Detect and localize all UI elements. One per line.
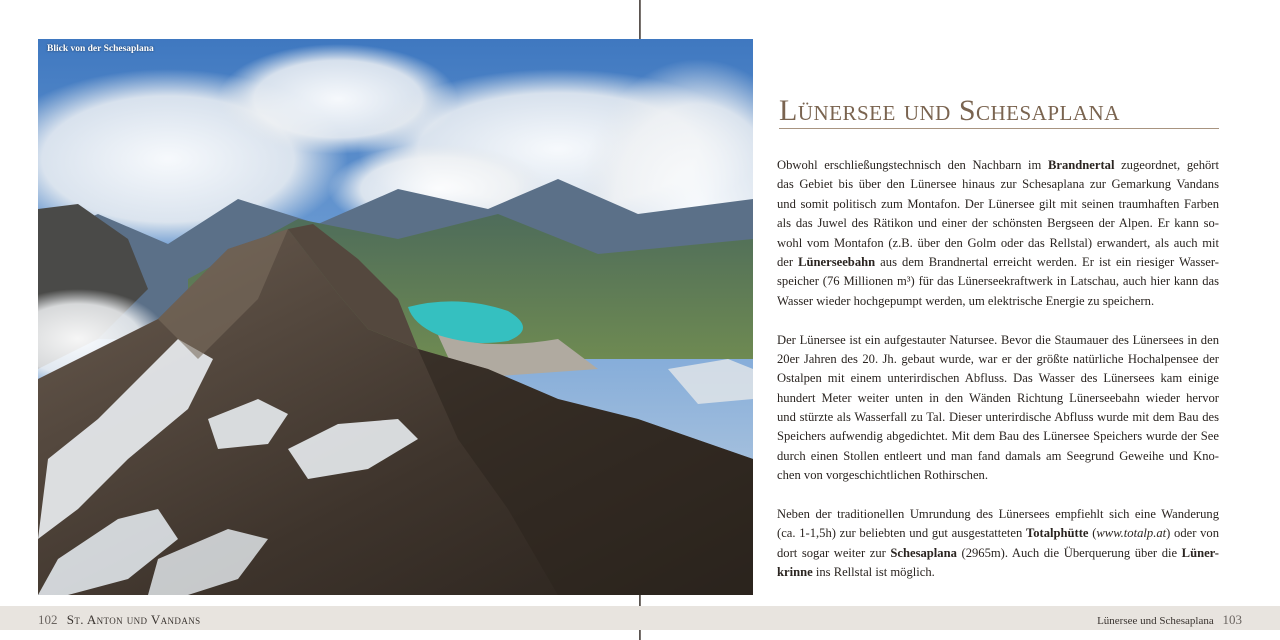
article-title: Lünersee und Schesaplana xyxy=(779,94,1120,127)
italic-link-text: www.totalp.at xyxy=(1096,526,1167,541)
right-running-head: Lünersee und Schesaplana xyxy=(1097,615,1214,627)
body-line xyxy=(777,389,1219,408)
body-line xyxy=(777,466,1219,485)
body-text: aus dem Brandnertal erreicht werden. Er ist ein riesiger Wasser- xyxy=(875,254,1219,269)
bold-term: krinne xyxy=(777,565,813,580)
body-text: das Gebiet bis über den Lünersee hinaus zur Schesaplana zur Gemarkung Vandans xyxy=(777,177,1219,192)
body-text: der xyxy=(777,254,799,269)
paragraph-gap xyxy=(777,311,1219,330)
body-text: und somit politisch zum Montafon. Der Lünersee gilt mit seinen traumhaften Farben xyxy=(777,196,1219,211)
body-text: wohl vom Montafon (z.B. über den Golm oder das Rellstal) erwandert, als auch mit xyxy=(777,235,1219,250)
body-text: Ostalpen mit einem unterirdischen Abfluss. Das Wasser des Lünersees kam einige xyxy=(777,371,1219,386)
body-text: (2965m). Auch die Überquerung über die xyxy=(956,545,1182,560)
body-text: dort sogar weiter zur xyxy=(777,545,891,560)
left-page-number: 102 xyxy=(38,612,58,627)
body-text: und stürzte als Wasserfall zu Tal. Dieser unterirdische Abfluss wurde mit dem Bau des xyxy=(777,410,1219,425)
body-line xyxy=(777,234,1219,253)
body-line xyxy=(777,427,1219,446)
body-text: hundert Meter weiter unten in den Wänden Richtung Lünerseebahn wieder hervor xyxy=(777,390,1219,405)
body-text: 20er Jahren des 20. Jh. gebaut wurde, war er der größte natürliche Hochalpensee der xyxy=(777,351,1219,366)
body-line xyxy=(777,272,1219,291)
body-text: Wasser wieder hochgepumpt werden, um elektrische Energie zu speichern. xyxy=(777,293,1155,308)
title-rule xyxy=(779,128,1219,129)
body-line xyxy=(777,544,1219,563)
body-text: (ca. 1-1,5h) zur beliebten und gut ausgestatteten xyxy=(777,526,1026,541)
paragraph-gap xyxy=(777,486,1219,505)
body-text: zugeordnet, gehört xyxy=(1114,158,1219,172)
body-text: als das Juwel des Rätikon und einer der schönsten Bergseen der Alpen. Er kann so- xyxy=(777,216,1219,231)
body-line xyxy=(777,408,1219,427)
body-text: ins Rellstal ist möglich. xyxy=(812,565,935,580)
body-line xyxy=(777,331,1219,350)
bold-term: Schesaplana xyxy=(890,545,957,560)
body-line xyxy=(777,524,1219,543)
body-text: Speichers aufwendig abgedichtet. Mit dem Bau des Lünersee Speichers wurde der See xyxy=(777,429,1219,444)
body-text: Der Lünersee ist ein aufgestauter Natursee. Bevor die Staumauer des Lünersees in den xyxy=(777,332,1219,347)
body-line xyxy=(777,253,1219,272)
mountain-photo xyxy=(38,39,753,595)
bold-term: Totalphütte xyxy=(1025,526,1089,541)
body-line xyxy=(777,214,1219,233)
folio-left xyxy=(38,612,201,628)
body-line xyxy=(777,292,1219,311)
body-text: durch einen Stollen entleert und man fand damals am Seegrund Geweihe und Kno- xyxy=(777,448,1219,463)
folio-right xyxy=(1097,612,1242,628)
body-line xyxy=(777,505,1219,524)
body-line xyxy=(777,563,1219,582)
body-line xyxy=(777,447,1219,466)
bold-term: Lüner- xyxy=(1181,545,1219,560)
article-body xyxy=(777,156,1219,583)
body-line xyxy=(777,350,1219,369)
body-line xyxy=(777,156,1219,175)
body-text: Obwohl erschließungstechnisch den Nachbarn im xyxy=(777,158,1048,172)
body-text: speicher (76 Millionen m³) für das Lünerseekraftwerk in Latschau, auch hier kann das xyxy=(777,274,1219,289)
body-text: ( xyxy=(1088,526,1097,541)
body-text: Neben der traditionellen Umrundung des Lünersees empfiehlt sich eine Wanderung xyxy=(777,507,1219,522)
mountain-illustration xyxy=(38,39,753,595)
photo-caption: Blick von der Schesaplana xyxy=(47,44,154,54)
bold-term: Lünerseebahn xyxy=(798,254,876,269)
body-line xyxy=(777,175,1219,194)
bold-term: Brandnertal xyxy=(1047,158,1115,172)
right-page-number: 103 xyxy=(1222,612,1242,627)
body-line xyxy=(777,195,1219,214)
body-line xyxy=(777,369,1219,388)
body-text: chen von vorgeschichtlichen Rothirschen. xyxy=(777,468,989,483)
body-text: ) oder von xyxy=(1166,526,1219,541)
left-running-head: St. Anton und Vandans xyxy=(66,612,201,627)
